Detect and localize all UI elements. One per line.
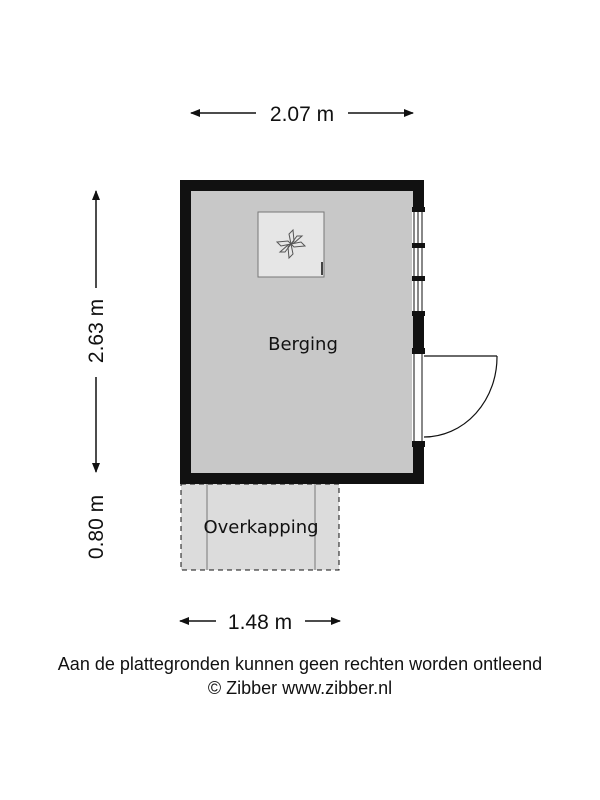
disclaimer-text: Aan de plattegronden kunnen geen rechten worden ontleend [57, 654, 543, 674]
door-swing-arc [424, 356, 497, 437]
left-height-label: 2.63 m [85, 298, 108, 364]
overhang-depth-label: 0.80 m [85, 494, 108, 560]
bottom-width-dimension [180, 611, 340, 634]
top-width-dimension [191, 103, 413, 126]
overhang-label: Overkapping [203, 517, 319, 538]
top-width-label: 2.07 m [269, 103, 335, 126]
bottom-width-label: 1.48 m [227, 611, 293, 634]
left-height-dimension [85, 191, 108, 472]
copyright-text: © Zibber www.zibber.nl [207, 678, 393, 698]
storage-room-label: Berging [268, 334, 338, 355]
fan-icon [258, 212, 324, 277]
